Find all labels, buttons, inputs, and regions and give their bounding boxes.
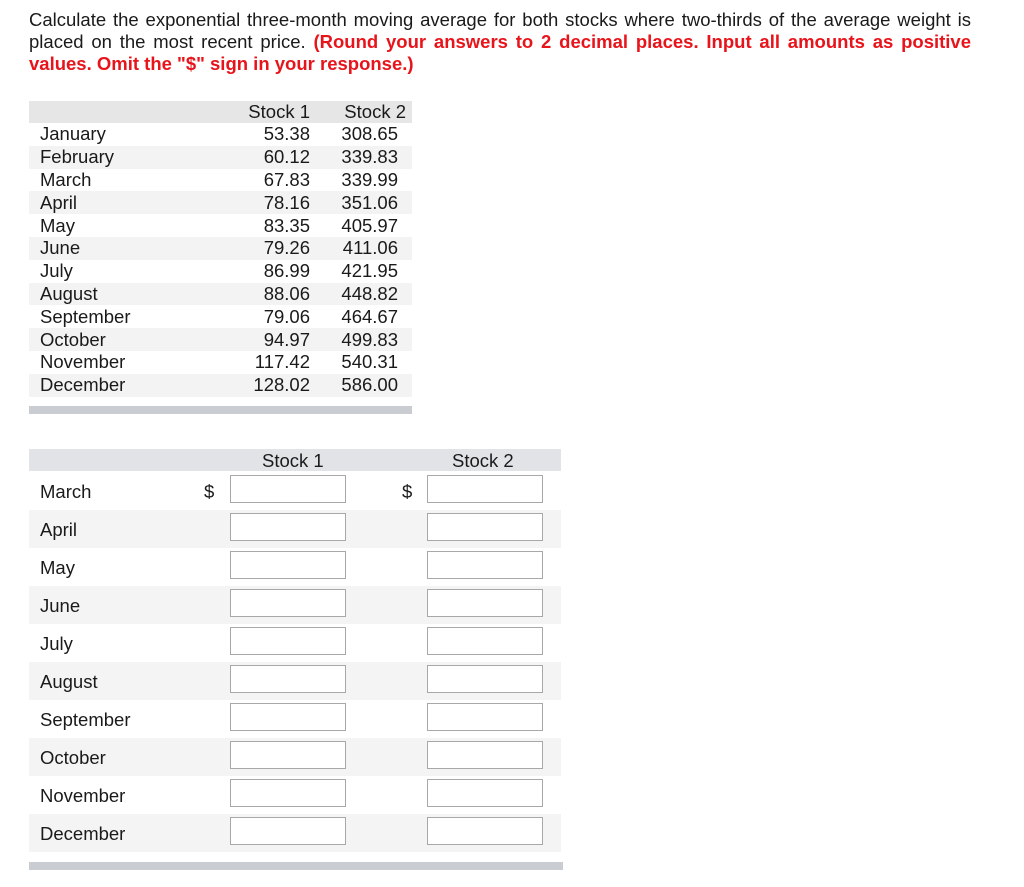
answer-table <box>29 472 561 852</box>
stock2-price-cell: 351.06 <box>341 191 398 213</box>
table-row <box>29 169 412 192</box>
answer-table-divider <box>29 862 563 870</box>
stock1-answer-input[interactable] <box>230 741 346 769</box>
stock1-answer-input[interactable] <box>230 475 346 503</box>
month-cell: May <box>40 214 75 236</box>
month-cell: June <box>40 237 81 259</box>
table-divider <box>29 406 412 414</box>
answer-month-label: May <box>40 557 75 578</box>
month-cell: August <box>40 282 98 304</box>
answer-row <box>29 776 561 814</box>
stock1-price-cell: 128.02 <box>253 374 310 396</box>
month-cell: November <box>40 351 126 373</box>
stock1-price-cell: 88.06 <box>263 282 310 304</box>
prompt-text: Calculate the exponential three-month moving average for both stocks where two-thirds of the average weight is placed on the most recent price. <box>29 9 971 52</box>
table-row <box>29 146 412 169</box>
stock1-price-cell: 79.06 <box>263 305 310 327</box>
table-row <box>29 237 412 260</box>
stock2-price-cell: 586.00 <box>341 374 398 396</box>
table-row <box>29 191 412 214</box>
stock2-price-cell: 411.06 <box>342 237 398 259</box>
table-row <box>29 260 412 283</box>
stock2-answer-input[interactable] <box>427 551 543 579</box>
month-cell: October <box>40 328 106 350</box>
stock2-header: Stock 2 <box>310 101 412 123</box>
month-cell: December <box>40 374 126 396</box>
stock2-price-cell: 308.65 <box>341 123 398 145</box>
answer-row <box>29 814 561 852</box>
answer-stock1-header: Stock 1 <box>262 450 324 471</box>
stock-price-table <box>29 101 412 397</box>
stock2-price-cell: 339.83 <box>341 146 398 168</box>
answer-row <box>29 624 561 662</box>
answer-row <box>29 510 561 548</box>
answer-month-label: October <box>40 747 106 768</box>
answer-stock2-header: Stock 2 <box>452 450 514 471</box>
stock2-answer-input[interactable] <box>427 475 543 503</box>
stock2-price-cell: 339.99 <box>341 168 398 190</box>
stock1-answer-input[interactable] <box>230 817 346 845</box>
question-prompt <box>29 9 971 75</box>
stock1-header: Stock 1 <box>210 101 310 123</box>
stock1-answer-input[interactable] <box>230 665 346 693</box>
stock1-price-cell: 94.97 <box>263 328 310 350</box>
stock1-price-cell: 86.99 <box>263 260 310 282</box>
answer-month-label: November <box>40 785 126 806</box>
dollar-sign-stock1: $ <box>204 481 215 502</box>
stock1-price-cell: 53.38 <box>263 123 310 145</box>
prompt-instruction: (Round your answers to 2 decimal places. Input all amounts as positive values. Omit the "$" sign in your response.) <box>29 31 972 74</box>
dollar-sign-stock2: $ <box>402 481 413 502</box>
month-cell: January <box>40 123 106 145</box>
stock2-answer-input[interactable] <box>427 513 543 541</box>
answer-month-label: July <box>40 633 73 654</box>
month-cell: February <box>40 146 115 168</box>
stock1-price-cell: 79.26 <box>263 237 310 259</box>
stock1-answer-input[interactable] <box>230 513 346 541</box>
stock1-price-cell: 78.16 <box>263 191 310 213</box>
stock1-price-cell: 60.12 <box>263 146 310 168</box>
month-cell: March <box>40 168 92 190</box>
stock2-answer-input[interactable] <box>427 665 543 693</box>
stock2-answer-input[interactable] <box>427 627 543 655</box>
stock-price-header-row <box>29 101 412 123</box>
answer-row <box>29 738 561 776</box>
table-row <box>29 305 412 328</box>
stock1-price-cell: 67.83 <box>263 168 310 190</box>
month-header <box>29 101 210 123</box>
table-row <box>29 214 412 237</box>
answer-row <box>29 586 561 624</box>
stock2-answer-input[interactable] <box>427 703 543 731</box>
stock2-price-cell: 540.31 <box>341 351 398 373</box>
stock1-price-cell: 117.42 <box>254 351 310 373</box>
answer-header-row <box>29 449 561 471</box>
stock2-price-cell: 421.95 <box>341 260 398 282</box>
month-cell: July <box>40 260 73 282</box>
answer-row <box>29 662 561 700</box>
stock1-price-cell: 83.35 <box>263 214 310 236</box>
month-cell: September <box>40 305 131 327</box>
table-row <box>29 374 412 397</box>
stock2-price-cell: 464.67 <box>341 305 398 327</box>
stock1-answer-input[interactable] <box>230 551 346 579</box>
answer-month-label: December <box>40 823 126 844</box>
stock1-answer-input[interactable] <box>230 779 346 807</box>
answer-month-label: April <box>40 519 78 540</box>
table-row <box>29 351 412 374</box>
answer-month-label: August <box>40 671 98 692</box>
table-row <box>29 123 412 146</box>
table-row <box>29 283 412 306</box>
stock2-price-cell: 405.97 <box>341 214 398 236</box>
stock2-answer-input[interactable] <box>427 589 543 617</box>
answer-row <box>29 472 561 510</box>
answer-month-label: September <box>40 709 131 730</box>
stock1-answer-input[interactable] <box>230 703 346 731</box>
stock1-answer-input[interactable] <box>230 627 346 655</box>
answer-month-label: June <box>40 595 81 616</box>
table-row <box>29 328 412 351</box>
stock2-answer-input[interactable] <box>427 817 543 845</box>
stock2-price-cell: 448.82 <box>341 282 398 304</box>
stock2-answer-input[interactable] <box>427 779 543 807</box>
answer-row <box>29 548 561 586</box>
answer-row <box>29 700 561 738</box>
stock1-answer-input[interactable] <box>230 589 346 617</box>
stock2-answer-input[interactable] <box>427 741 543 769</box>
month-cell: April <box>40 191 78 213</box>
stock2-price-cell: 499.83 <box>341 328 398 350</box>
answer-month-label: March <box>40 481 92 502</box>
